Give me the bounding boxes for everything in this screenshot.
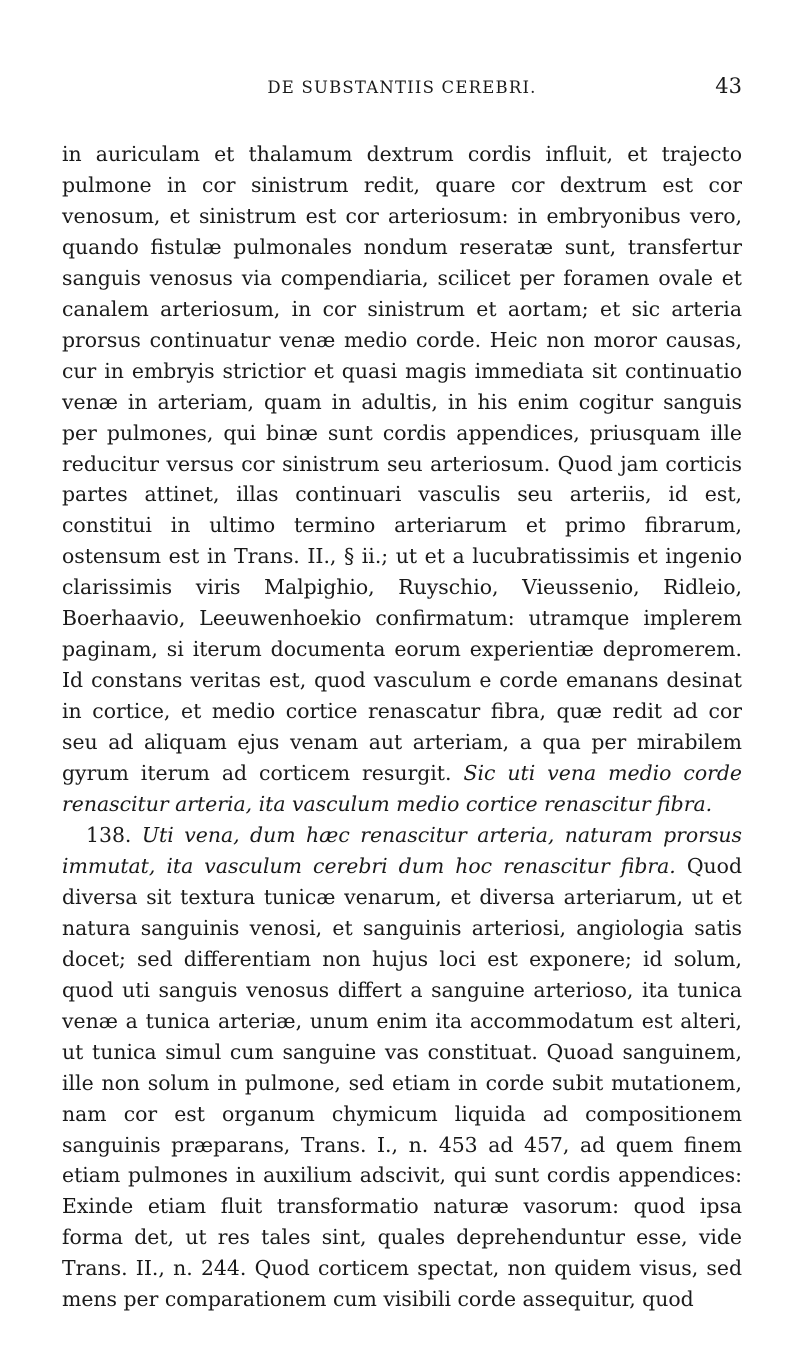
paragraph-138 [62,820,742,1315]
book-page [62,70,742,1315]
section-138-italic-thesis: Uti vena, dum hæc renascitur arteria, naturam prorsus immutat, ita vasculum cerebri dum hoc renascitur fibra. [62,822,743,878]
running-title: DE SUBSTANTIIS CEREBRI. [267,78,537,97]
body-text [62,139,742,1315]
page-number: 43 [715,74,742,98]
page-header [62,70,742,106]
paragraph-1 [62,139,742,820]
section-number: 138. [86,822,132,847]
paragraph-138-text: Quod diversa sit textura tunicæ venarum, et diversa arteriarum, ut et natura sanguinis venosi, et sanguinis arteriosi, angiologia satis docet; sed differentiam non hujus loci est exponere; id solum, quod uti sanguis venosus differt a sanguine arterioso, ita tunica venæ a tunica arteriæ, unum enim ita accommodatum est alteri, ut tunica simul cum sanguine vas constituat. Quoad sanguinem, ille non solum in pulmone, sed etiam in corde subit mutationem, nam cor est organum chymicum liquida ad compositionem sanguinis præparans, Trans. I., n. 453 ad 457, ad quem finem etiam pulmones in auxilium adscivit, qui sunt cordis appendices: Exinde etiam fluit transformatio naturæ vasorum: quod ipsa forma det, ut res tales sint, quales deprehenduntur esse, vide Trans. II., n. 244. Quod corticem spectat, non quidem visus, sed mens per comparationem cum visibili corde assequitur, quod [62,853,743,1312]
paragraph-1-text: in auriculam et thalamum dextrum cordis influit, et trajecto pulmone in cor sinistrum redit, quare cor dextrum est cor venosum, et sinistrum est cor arteriosum: in embryonibus vero, quando fistulæ pulmonales nondum reseratæ sunt, transfertur sanguis venosus via compendiaria, scilicet per foramen ovale et canalem arteriosum, in cor sinistrum et aortam; et sic arteria prorsus continuatur venæ medio corde. Heic non moror causas, cur in embryis strictior et quasi magis immediata sit continuatio venæ in arteriam, quam in adultis, in his enim cogitur sanguis per pulmones, qui binæ sunt cordis appendices, priusquam ille reducitur versus cor sinistrum seu arteriosum. Quod jam corticis partes attinet, illas continuari vasculis seu arteriis, id est, constitui in ultimo termino arteriarum et primo fibrarum, ostensum est in Trans. II., § ii.; ut et a lucubratissimis et ingenio clarissimis viris Malpighio, Ruyschio, Vieussenio, Ridleio, Boerhaavio, Leeuwenhoekio confirmatum: utramque implerem paginam, si iterum documenta eorum experientiæ depromerem. Id constans veritas est, quod vasculum e corde emanans desinat in cortice, et medio cortice renascatur fibra, quæ redit ad cor seu ad aliquam ejus venam aut arteriam, a qua per mirabilem gyrum iterum ad corticem resurgit. [62,142,742,786]
paragraph-1-italic-conclusion: Sic uti vena medio corde renascitur arteria, ita vasculum medio cortice renascitur fibra. [62,761,742,817]
